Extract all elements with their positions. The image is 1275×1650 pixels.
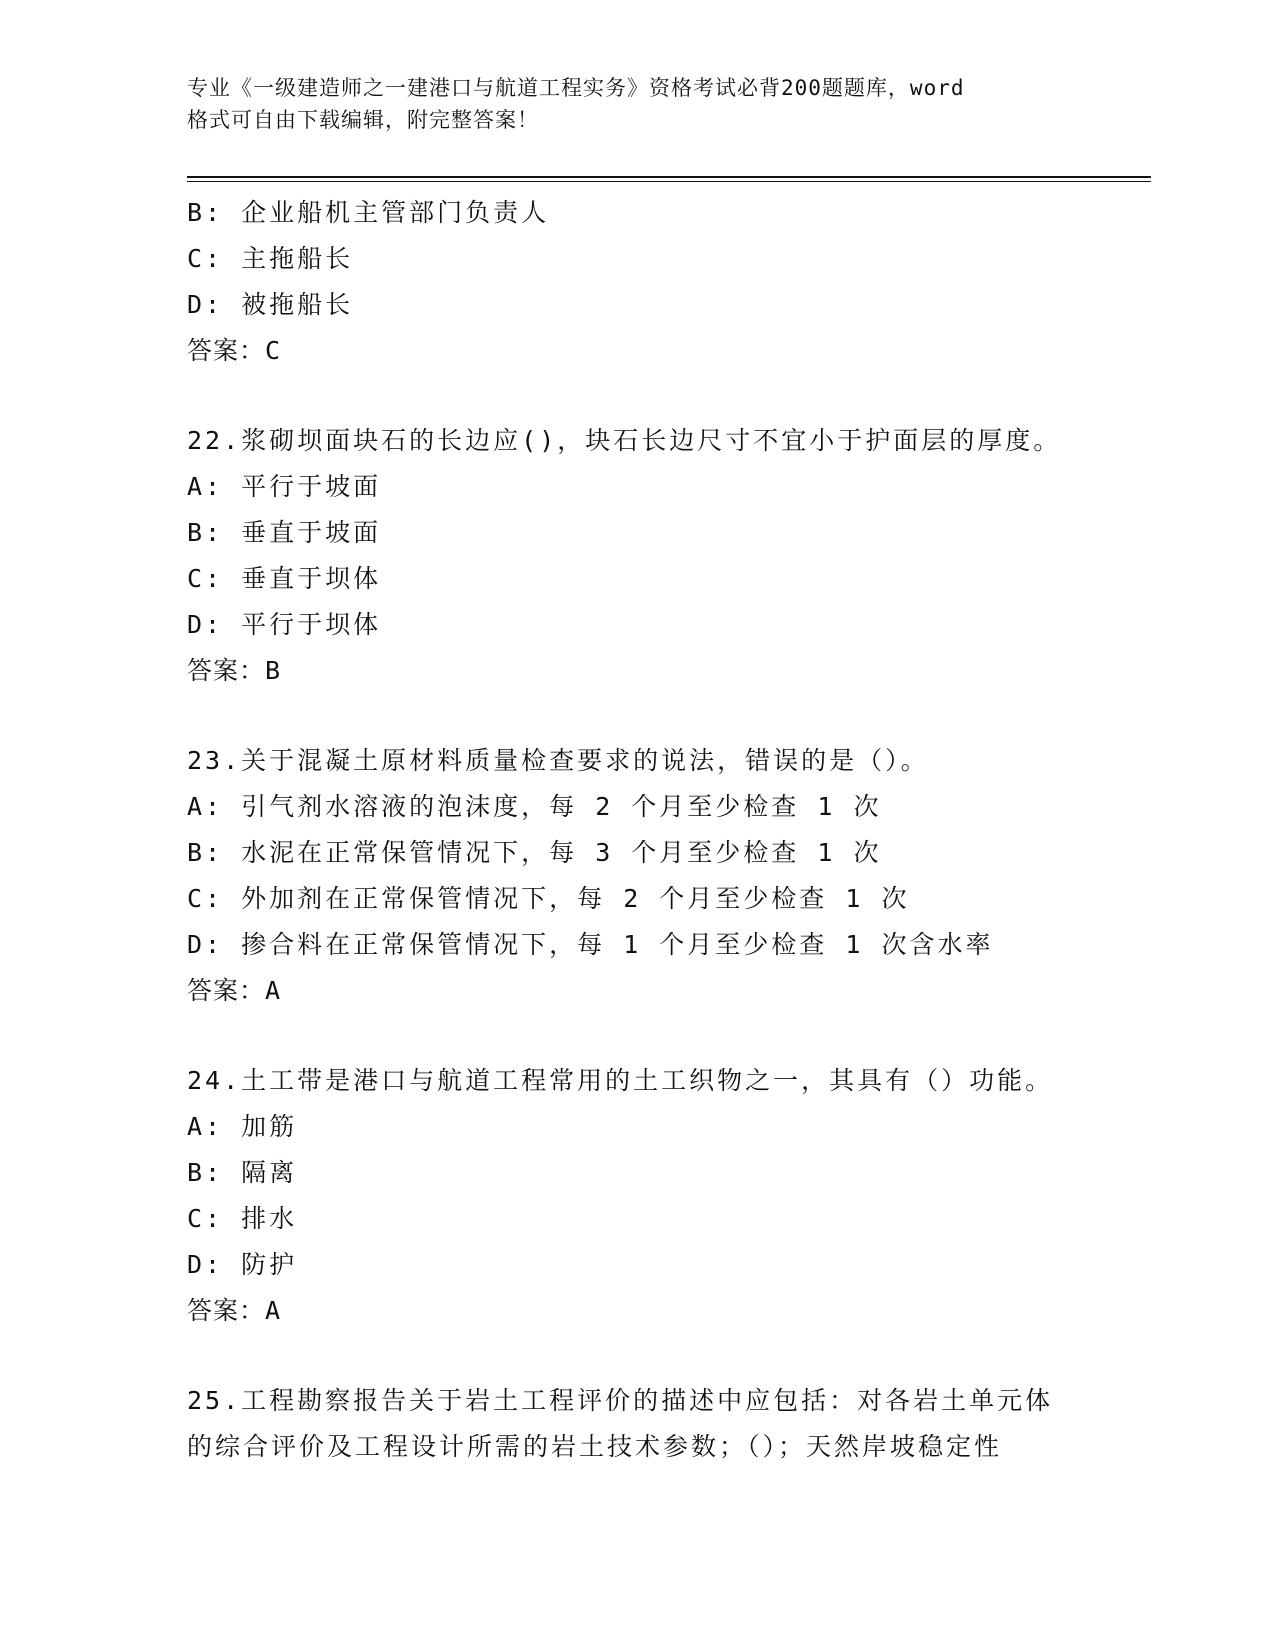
answer-label: 答案：C: [187, 336, 282, 365]
answer-label: 答案：B: [187, 656, 282, 685]
option-d: D: 防护: [187, 1250, 298, 1279]
header-title-line-1: 专业《一级建造师之一建港口与航道工程实务》资格考试必背200题题库，word: [187, 76, 965, 100]
option-d: D: 掺合料在正常保管情况下，每 1 个月至少检查 1 次含水率: [187, 930, 994, 959]
option-b: B: 企业船机主管部门负责人: [187, 198, 550, 227]
question-stem-line-1: 25.工程勘察报告关于岩土工程评价的描述中应包括：对各岩土单元体: [187, 1386, 1054, 1415]
question-25: [187, 1378, 1147, 1470]
question-stem: 24.土工带是港口与航道工程常用的土工织物之一，其具有（）功能。: [187, 1066, 1054, 1095]
option-a: A: 平行于坡面: [187, 472, 382, 501]
question-stem: 22.浆砌坝面块石的长边应()，块石长边尺寸不宜小于护面层的厚度。: [187, 426, 1062, 455]
option-a: A: 加筋: [187, 1112, 298, 1141]
header-title-line-2: 格式可自由下载编辑，附完整答案！: [187, 108, 539, 132]
question-24: [187, 1058, 1147, 1334]
option-c: C: 外加剂在正常保管情况下，每 2 个月至少检查 1 次: [187, 884, 910, 913]
option-b: B: 隔离: [187, 1158, 298, 1187]
question-23: [187, 738, 1147, 1014]
option-c: C: 垂直于坝体: [187, 564, 382, 593]
option-b: B: 垂直于坡面: [187, 518, 382, 547]
answer-label: 答案：A: [187, 1296, 282, 1325]
question-stem: 23.关于混凝土原材料质量检查要求的说法，错误的是（）。: [187, 746, 929, 775]
header-divider-thick: [187, 176, 1151, 178]
option-a: A: 引气剂水溶液的泡沫度，每 2 个月至少检查 1 次: [187, 792, 882, 821]
option-c: C: 主拖船长: [187, 244, 354, 273]
option-c: C: 排水: [187, 1204, 298, 1233]
question-list: [187, 190, 1147, 1470]
question-stem-line-2: 的综合评价及工程设计所需的岩土技术参数；（）；天然岸坡稳定性: [187, 1432, 1003, 1461]
header-divider-thin: [187, 181, 1151, 182]
document-header: [187, 72, 1087, 136]
answer-label: 答案：A: [187, 976, 282, 1005]
option-b: B: 水泥在正常保管情况下，每 3 个月至少检查 1 次: [187, 838, 882, 867]
option-d: D: 平行于坝体: [187, 610, 382, 639]
question-22: [187, 418, 1147, 694]
option-d: D: 被拖船长: [187, 290, 354, 319]
question-21-tail: [187, 190, 1147, 374]
